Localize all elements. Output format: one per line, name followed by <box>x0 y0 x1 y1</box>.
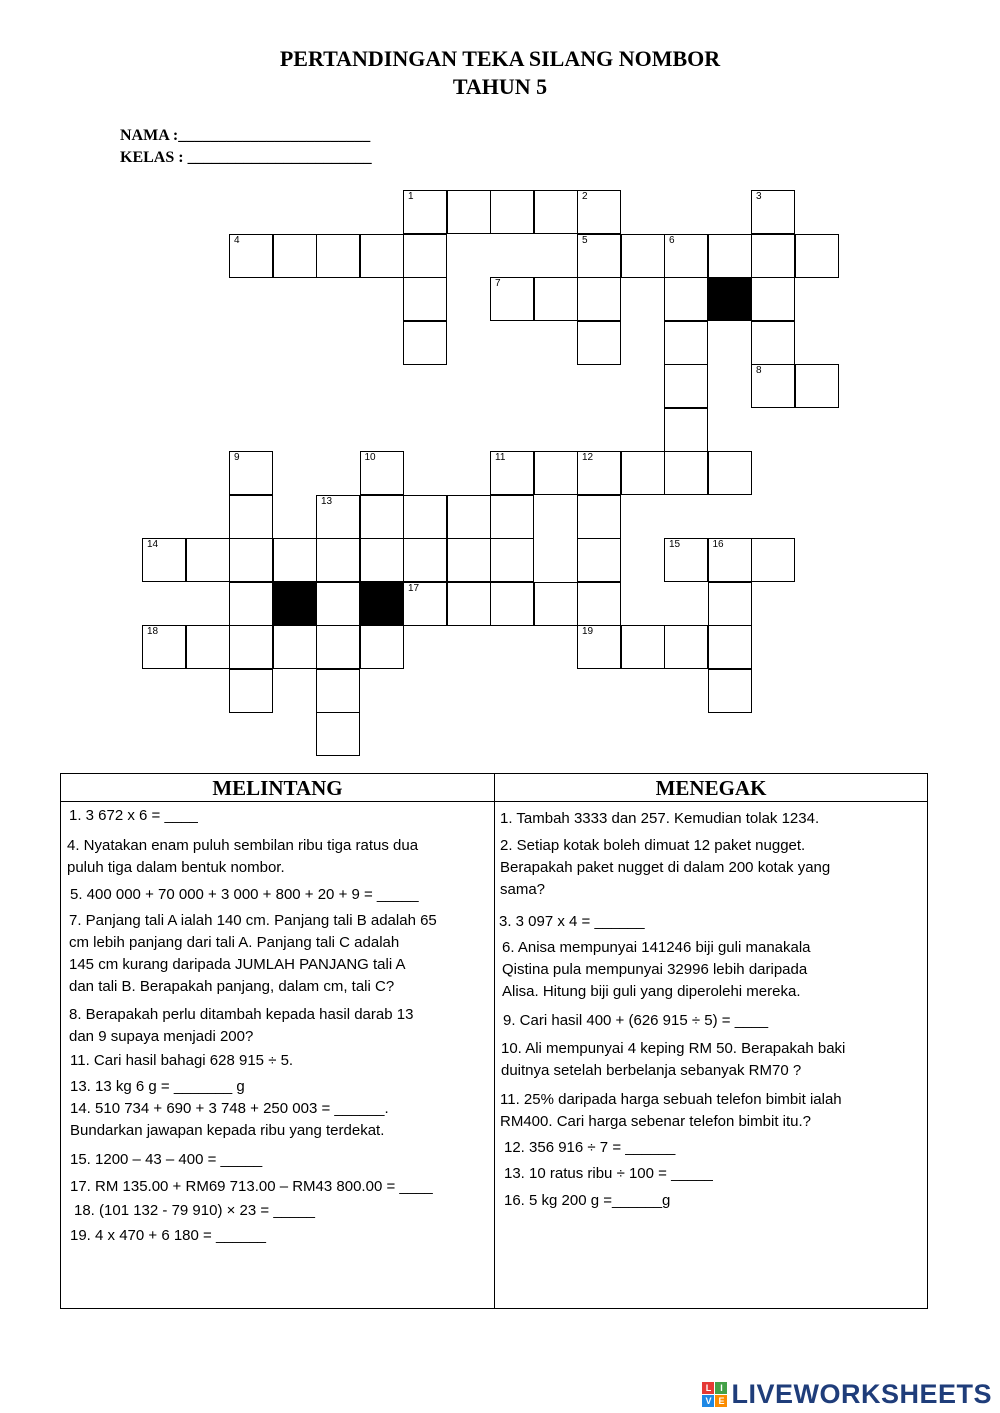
crossword-cell[interactable] <box>403 234 447 278</box>
crossword-cell[interactable] <box>621 625 665 669</box>
clue-number: 18 <box>147 626 159 637</box>
across-clue: 11. Cari hasil bahagi 628 915 ÷ 5. <box>70 1052 294 1069</box>
crossword-cell[interactable] <box>621 234 665 278</box>
crossword-cell[interactable] <box>664 364 708 408</box>
across-column <box>61 774 495 1308</box>
clue-number: 17 <box>408 582 420 594</box>
crossword-cell[interactable] <box>316 625 360 669</box>
crossword-cell[interactable] <box>360 234 404 278</box>
crossword-cell[interactable] <box>708 538 752 582</box>
crossword-cell[interactable] <box>360 495 404 539</box>
crossword-cell[interactable] <box>751 321 795 365</box>
crossword-cell[interactable] <box>490 277 534 321</box>
clue-number: 9 <box>234 452 240 463</box>
crossword-cell[interactable] <box>360 625 404 669</box>
liveworksheets-logo-icon <box>702 1382 727 1407</box>
down-clue: 11. 25% daripada harga sebuah telefon bimbit ialah RM400. Cari harga sebenar telefon bimbit itu.? <box>500 1091 842 1130</box>
down-clue: 3. 3 097 x 4 = ______ <box>499 913 645 930</box>
clue-number: 13 <box>321 495 333 507</box>
crossword-cell[interactable] <box>229 234 273 278</box>
crossword-cell[interactable] <box>403 582 447 626</box>
clue-number: 8 <box>756 365 762 376</box>
down-clue: 13. 10 ratus ribu ÷ 100 = _____ <box>504 1165 713 1182</box>
crossword-cell[interactable] <box>447 582 491 626</box>
clue-number: 2 <box>582 191 588 202</box>
crossword-cell[interactable] <box>577 538 621 582</box>
logo-letter: E <box>715 1395 727 1407</box>
clue-number: 12 <box>582 452 594 463</box>
crossword-cell[interactable] <box>316 669 360 713</box>
crossword-cell[interactable] <box>447 495 491 539</box>
crossword-cell[interactable] <box>490 451 534 495</box>
crossword-cell[interactable] <box>577 495 621 539</box>
clue-number: 7 <box>495 278 501 289</box>
across-clue: 5. 400 000 + 70 000 + 3 000 + 800 + 20 + 9 = _____ <box>70 886 419 903</box>
across-clue: 17. RM 135.00 + RM69 713.00 – RM43 800.00 = ____ <box>70 1178 433 1195</box>
clue-number: 19 <box>582 626 594 637</box>
liveworksheets-brand <box>702 1379 992 1409</box>
crossword-cell[interactable] <box>577 451 621 495</box>
crossword-cell[interactable] <box>534 190 578 234</box>
across-clue: 8. Berapakah perlu ditambah kepada hasil darab 13 dan 9 supaya menjadi 200? <box>69 1006 414 1045</box>
crossword-black-cell <box>708 277 752 321</box>
crossword-cell[interactable] <box>273 538 317 582</box>
crossword-cell[interactable] <box>708 669 752 713</box>
crossword-cell[interactable] <box>664 451 708 495</box>
crossword-cell[interactable] <box>577 321 621 365</box>
crossword-cell[interactable] <box>621 451 665 495</box>
crossword-cell[interactable] <box>577 625 621 669</box>
crossword-cell[interactable] <box>577 234 621 278</box>
crossword-cell[interactable] <box>664 234 708 278</box>
crossword-cell[interactable] <box>751 277 795 321</box>
crossword-black-cell <box>360 582 404 626</box>
crossword-cell[interactable] <box>229 538 273 582</box>
crossword-cell[interactable] <box>577 277 621 321</box>
across-header: MELINTANG <box>61 774 494 802</box>
crossword-cell[interactable] <box>795 364 839 408</box>
title-line-2: TAHUN 5 <box>452 74 548 99</box>
crossword-cell[interactable] <box>229 451 273 495</box>
crossword-cell[interactable] <box>403 321 447 365</box>
crossword-cell[interactable] <box>229 625 273 669</box>
across-clue: 13. 13 kg 6 g = _______ g <box>70 1078 245 1095</box>
across-clue: 14. 510 734 + 690 + 3 748 + 250 003 = ______. Bundarkan jawapan kepada ribu yang terdekat. <box>70 1100 389 1139</box>
crossword-cell[interactable] <box>229 582 273 626</box>
crossword-cell[interactable] <box>708 625 752 669</box>
crossword-cell[interactable] <box>447 538 491 582</box>
crossword-cell[interactable] <box>490 190 534 234</box>
title-line-1: PERTANDINGAN TEKA SILANG NOMBOR <box>279 46 721 71</box>
down-column <box>494 774 928 1308</box>
clue-number: 6 <box>669 234 675 246</box>
down-header: MENEGAK <box>494 774 928 802</box>
clue-number: 16 <box>712 539 724 550</box>
crossword-cell[interactable] <box>751 364 795 408</box>
crossword-cell[interactable] <box>403 190 447 234</box>
crossword-cell[interactable] <box>577 190 621 234</box>
crossword-cell[interactable] <box>490 495 534 539</box>
crossword-cell[interactable] <box>751 234 795 278</box>
crossword-cell[interactable] <box>577 582 621 626</box>
crossword-cell[interactable] <box>664 408 708 452</box>
crossword-cell[interactable] <box>795 234 839 278</box>
crossword-cell[interactable] <box>664 321 708 365</box>
across-clue: 15. 1200 – 43 – 400 = _____ <box>70 1151 263 1168</box>
crossword-cell[interactable] <box>316 538 360 582</box>
down-clue: 1. Tambah 3333 dan 257. Kemudian tolak 1234. <box>500 810 820 827</box>
crossword-cell[interactable] <box>316 712 360 756</box>
crossword-cell[interactable] <box>316 495 360 539</box>
crossword-cell[interactable] <box>316 234 360 278</box>
crossword-cell[interactable] <box>229 669 273 713</box>
crossword-cell[interactable] <box>360 451 404 495</box>
crossword-cell[interactable] <box>534 582 578 626</box>
clue-number: 1 <box>408 191 414 202</box>
logo-letter: L <box>702 1382 714 1394</box>
crossword-cell[interactable] <box>490 582 534 626</box>
down-clue: 10. Ali mempunyai 4 keping RM 50. Berapakah baki duitnya setelah berbelanja sebanyak RM70 ? <box>501 1040 846 1079</box>
crossword-cell[interactable] <box>490 538 534 582</box>
crossword-cell[interactable] <box>360 538 404 582</box>
brand-text: LIVEWORKSHEETS <box>731 1378 992 1409</box>
clue-number: 15 <box>669 539 681 550</box>
crossword-cell[interactable] <box>534 451 578 495</box>
crossword-cell[interactable] <box>273 234 317 278</box>
nama-field[interactable]: NAMA :________________________ <box>120 127 371 144</box>
crossword-cell[interactable] <box>229 495 273 539</box>
across-clue: 19. 4 x 470 + 6 180 = ______ <box>70 1227 267 1244</box>
clue-number: 3 <box>756 191 762 202</box>
down-clue: 12. 356 916 ÷ 7 = ______ <box>504 1139 676 1156</box>
clue-number: 11 <box>495 452 506 463</box>
clue-number: 10 <box>364 452 376 463</box>
clue-number: 4 <box>234 234 240 246</box>
clue-number: 14 <box>147 539 159 550</box>
down-clue: 16. 5 kg 200 g =______g <box>504 1192 671 1209</box>
crossword-cell[interactable] <box>664 625 708 669</box>
across-clue: 18. (101 132 - 79 910) × 23 = _____ <box>74 1202 316 1219</box>
crossword-cell[interactable] <box>273 625 317 669</box>
crossword-cell[interactable] <box>142 538 186 582</box>
crossword-cell[interactable] <box>751 538 795 582</box>
crossword-cell[interactable] <box>186 625 230 669</box>
crossword-cell[interactable] <box>751 190 795 234</box>
down-clue: 9. Cari hasil 400 + (626 915 ÷ 5) = ____ <box>503 1012 769 1029</box>
crossword-cell[interactable] <box>447 190 491 234</box>
crossword-cell[interactable] <box>708 234 752 278</box>
across-clue: 7. Panjang tali A ialah 140 cm. Panjang tali B adalah 65 cm lebih panjang dari tali A. Panjang tali C adalah 145 cm kurang daripada JUMLAH PANJANG tali A dan tali B. Berapakah panjang, dalam cm, tali C? <box>69 912 437 995</box>
crossword-cell[interactable] <box>186 538 230 582</box>
clue-number: 5 <box>582 234 588 246</box>
crossword-cell[interactable] <box>403 538 447 582</box>
down-clue: 2. Setiap kotak boleh dimuat 12 paket nugget. Berapakah paket nugget di dalam 200 kotak yang sama? <box>500 837 831 898</box>
crossword-cell[interactable] <box>534 277 578 321</box>
crossword-black-cell <box>273 582 317 626</box>
crossword-cell[interactable] <box>708 451 752 495</box>
across-clue: 4. Nyatakan enam puluh sembilan ribu tiga ratus dua puluh tiga dalam bentuk nombor. <box>67 837 419 876</box>
down-clue: 6. Anisa mempunyai 141246 biji guli manakala Qistina pula mempunyai 32996 lebih daripada Alisa. Hitung biji guli yang diperolehi mereka. <box>502 939 811 1000</box>
crossword-cell[interactable] <box>403 495 447 539</box>
crossword-cell[interactable] <box>664 538 708 582</box>
crossword-cell[interactable] <box>708 582 752 626</box>
crossword-cell[interactable] <box>403 277 447 321</box>
logo-letter: V <box>702 1395 714 1407</box>
clues-table <box>60 773 928 1309</box>
across-clue: 1. 3 672 x 6 = ____ <box>69 807 198 824</box>
crossword-cell[interactable] <box>316 582 360 626</box>
logo-letter: I <box>715 1382 727 1394</box>
kelas-field[interactable]: KELAS : _______________________ <box>120 149 372 166</box>
crossword-cell[interactable] <box>664 277 708 321</box>
crossword-cell[interactable] <box>142 625 186 669</box>
